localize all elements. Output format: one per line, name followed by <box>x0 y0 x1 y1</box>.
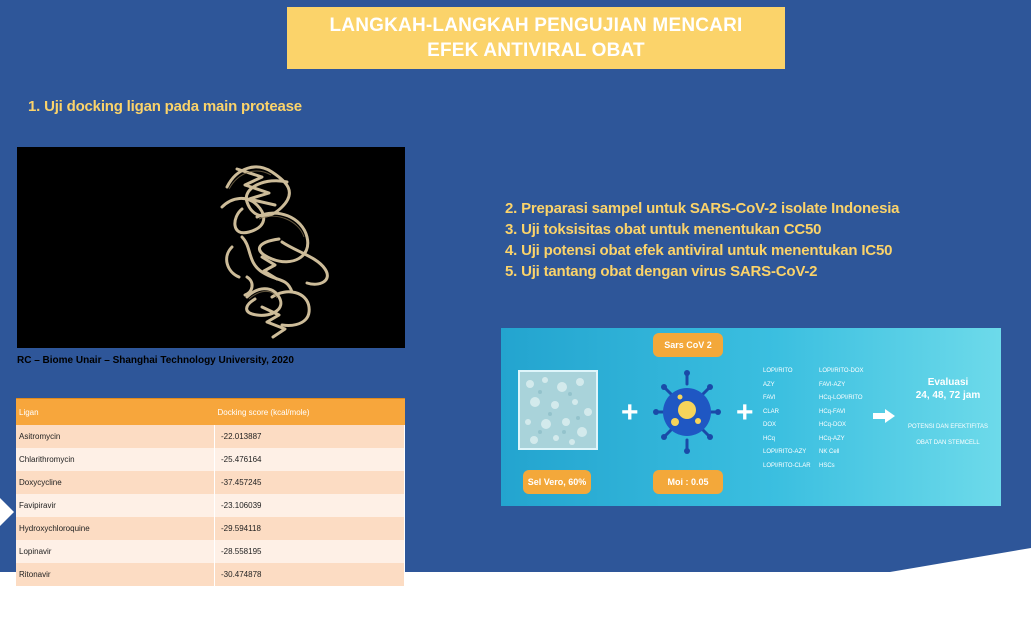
evaluation-sub-line-2: OBAT DAN STEMCELL <box>916 440 980 446</box>
evaluation-times: 24, 48, 72 jam <box>915 390 981 401</box>
drug-list-col-1 <box>763 365 811 473</box>
drug-item: CLAR <box>763 408 780 415</box>
table-row <box>16 425 405 448</box>
drug-item: AZY <box>763 381 775 388</box>
vero-cell-image <box>518 370 598 450</box>
corner-decoration <box>890 548 1031 572</box>
ligand-name: Hydroxychloroquine <box>16 517 215 540</box>
table-row <box>16 517 405 540</box>
plus-sign-1: + <box>621 396 639 429</box>
steps-list <box>505 198 899 282</box>
step-3-text: 3. Uji toksisitas obat untuk menentukan CC50 <box>505 221 822 238</box>
ligand-name: Lopinavir <box>16 540 215 563</box>
virus-label-pill: Sars CoV 2 <box>653 333 723 357</box>
evaluation-title <box>903 376 993 402</box>
moi-label-pill: Moi : 0.05 <box>653 470 723 494</box>
drug-item: HCq-DOX <box>819 422 847 428</box>
virus-icon <box>651 366 723 458</box>
cell-texture-graphic <box>520 372 596 448</box>
table-row <box>16 471 405 494</box>
title-banner <box>287 7 785 69</box>
drug-item: HCq <box>763 435 776 442</box>
ligand-name: Asitromycin <box>16 425 215 448</box>
docking-score: -23.106039 <box>215 494 405 517</box>
docking-score: -25.476164 <box>215 448 405 471</box>
header-ligan: Ligan <box>16 399 215 426</box>
docking-score: -22.013887 <box>215 425 405 448</box>
experiment-diagram <box>501 328 1001 506</box>
left-notch-decoration <box>0 498 14 526</box>
drug-list-col-2 <box>819 365 864 473</box>
drug-item: NK Cell <box>819 449 840 455</box>
ligand-name: Favipiravir <box>16 494 215 517</box>
table-row <box>16 540 405 563</box>
drug-item: LOPI/RITO-CLAR <box>763 462 811 469</box>
title-line-1: LANGKAH-LANGKAH PENGUJIAN MENCARI <box>329 15 743 36</box>
protein-structure-image <box>17 147 405 348</box>
header-docking-score: Docking score (kcal/mole) <box>215 399 405 426</box>
right-arrow-icon <box>873 409 895 423</box>
drug-item: DOX <box>763 422 777 428</box>
docking-score: -37.457245 <box>215 471 405 494</box>
title-line-2: EFEK ANTIVIRAL OBAT <box>427 40 645 61</box>
ligand-name: Ritonavir <box>16 563 215 586</box>
drug-item: LOPI/RITO-AZY <box>763 449 807 455</box>
evaluation-heading: Evaluasi <box>927 377 969 388</box>
table-row <box>16 563 405 586</box>
ligand-name: Doxycycline <box>16 471 215 494</box>
drug-item: HCq-AZY <box>819 435 845 442</box>
protein-ribbon-graphic <box>17 147 405 348</box>
step-5-text: 5. Uji tantang obat dengan virus SARS-CoV-2 <box>505 263 818 280</box>
docking-score: -28.558195 <box>215 540 405 563</box>
drug-item: FAVI <box>763 395 776 401</box>
drug-item: HCq-FAVI <box>819 408 846 415</box>
step-4-text: 4. Uji potensi obat efek antiviral untuk menentukan IC50 <box>505 242 893 259</box>
table-row <box>16 494 405 517</box>
evaluation-sub-line-1: POTENSI DAN EFEKTIFITAS <box>908 424 988 430</box>
plus-sign-2: + <box>736 396 754 429</box>
table-header-row <box>16 399 405 426</box>
docking-score: -29.594118 <box>215 517 405 540</box>
drug-item: LOPI/RITO <box>763 368 793 374</box>
step-1-text: 1. Uji docking ligan pada main protease <box>28 98 302 115</box>
image-caption: RC – Biome Unair – Shanghai Technology University, 2020 <box>17 355 294 366</box>
cell-label-pill: Sel Vero, 60% <box>523 470 591 494</box>
step-2-text: 2. Preparasi sampel untuk SARS-CoV-2 isolate Indonesia <box>505 200 900 217</box>
drug-item: FAVI-AZY <box>819 381 846 388</box>
drug-item: HCq-LOPI/RITO <box>819 395 863 401</box>
evaluation-subtitle <box>893 419 1001 451</box>
drug-item: HSCs <box>819 462 835 469</box>
docking-score: -30.474878 <box>215 563 405 586</box>
table-row <box>16 448 405 471</box>
drug-item: LOPI/RITO-DOX <box>819 368 864 374</box>
docking-score-table <box>16 398 405 586</box>
ligand-name: Chlarithromycin <box>16 448 215 471</box>
